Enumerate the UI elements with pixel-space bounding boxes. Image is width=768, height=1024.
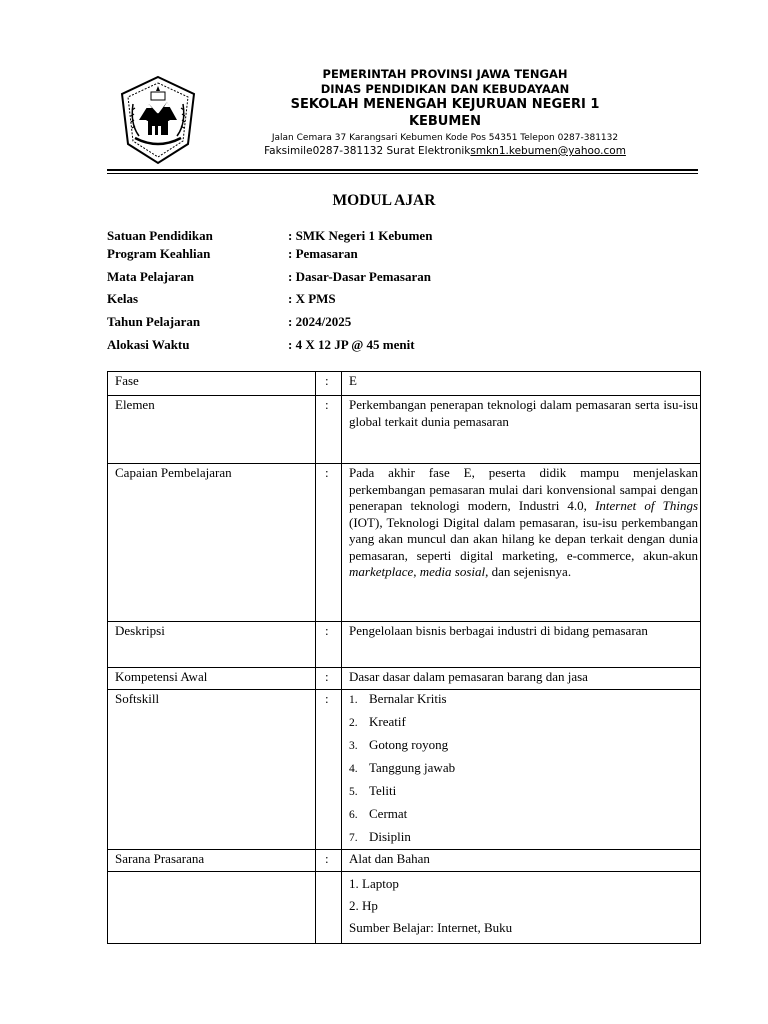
province-emblem-logo	[117, 74, 199, 166]
cell-label: Capaian Pembelajaran	[108, 464, 316, 622]
cell-value	[342, 872, 701, 944]
cell-empty	[108, 872, 316, 944]
cell-value: Perkembangan penerapan teknologi dalam pemasaran serta isu-isu global terkait dunia pemasaran	[342, 396, 701, 464]
letterhead-government: PEMERINTAH PROVINSI JAWA TENGAH	[322, 67, 568, 81]
list-item: 5. Teliti	[349, 783, 397, 798]
list-item: 7. Disiplin	[349, 829, 411, 844]
letterhead-rule-thick	[107, 169, 698, 171]
letterhead-email-link[interactable]: smkn1.kebumen@yahoo.com	[470, 145, 626, 157]
capaian-text: (IOT), Teknologi Digital dalam pemasaran, isu-isu perkembangan yang akan muncul dan akan hilang ke depan terkait dengan dunia pemasaran, seperti digital marketing, e-commerce, akun-akun	[349, 514, 698, 563]
cell-colon: :	[316, 690, 342, 850]
document-title: MODUL AJAR	[332, 192, 436, 209]
cell-value	[342, 464, 701, 622]
list-item: 2. Kreatif	[349, 714, 406, 729]
table-row-elemen	[108, 396, 701, 464]
cell-value: E	[342, 372, 701, 396]
info-value: : Dasar-Dasar Pemasaran	[288, 269, 431, 284]
table-row-kompetensi	[108, 668, 701, 690]
letterhead-contact	[230, 144, 660, 158]
letterhead-department: DINAS PENDIDIKAN DAN KEBUDAYAAN	[320, 82, 570, 96]
softskill-list	[349, 691, 698, 847]
cell-colon: :	[316, 668, 342, 690]
info-label: Kelas	[107, 291, 139, 306]
table-row-capaian	[108, 464, 701, 622]
capaian-text: ,	[413, 564, 420, 579]
capaian-italic-iot: Internet of Things	[595, 498, 699, 513]
cell-colon: :	[316, 850, 342, 872]
table-row-deskripsi	[108, 622, 701, 668]
cell-colon: :	[316, 622, 342, 668]
letterhead-city: KEBUMEN	[408, 114, 482, 129]
cell-empty	[316, 872, 342, 944]
capaian-text: Pada akhir fase E, peserta didik mampu menjelaskan perkembangan pemasaran mulai dari konvensional sampai dengan penerapan teknologi modern, Industri 4.0,	[349, 465, 698, 513]
info-label: Satuan Pendidikan	[107, 228, 213, 243]
letterhead-school-name: SEKOLAH MENENGAH KEJURUAN NEGERI 1	[290, 97, 600, 112]
list-item: 1. Bernalar Kritis	[349, 691, 447, 706]
cell-value	[342, 690, 701, 850]
table-row-sarana-items	[108, 872, 701, 944]
cell-value: Pengelolaan bisnis berbagai industri di bidang pemasaran	[342, 622, 701, 668]
cell-colon: :	[316, 464, 342, 622]
list-item: 2. Hp	[349, 898, 378, 913]
info-value: : SMK Negeri 1 Kebumen	[288, 228, 433, 243]
letterhead-fax: Faksimile0287-381132 Surat Elektronik	[264, 145, 471, 157]
info-value: : 4 X 12 JP @ 45 menit	[288, 337, 415, 352]
cell-label: Fase	[108, 372, 316, 396]
table-row-softskill	[108, 690, 701, 850]
cell-colon: :	[316, 396, 342, 464]
table-row-fase	[108, 372, 701, 396]
info-label: Tahun Pelajaran	[107, 314, 201, 329]
list-item: 6. Cermat	[349, 806, 408, 821]
info-label: Mata Pelajaran	[107, 269, 195, 284]
info-label: Alokasi Waktu	[107, 337, 190, 352]
cell-value: Alat dan Bahan	[342, 850, 701, 872]
info-value: : 2024/2025	[288, 314, 352, 329]
table-row-sarana	[108, 850, 701, 872]
module-table	[107, 371, 701, 944]
cell-label: Sarana Prasarana	[108, 850, 316, 872]
letterhead-address: Jalan Cemara 37 Karangsari Kebumen Kode Pos 54351 Telepon 0287-381132	[271, 133, 619, 143]
list-item: 3. Gotong royong	[349, 737, 449, 752]
info-value: : X PMS	[288, 291, 336, 306]
cell-label: Kompetensi Awal	[108, 668, 316, 690]
cell-colon: :	[316, 372, 342, 396]
cell-label: Elemen	[108, 396, 316, 464]
list-item: Sumber Belajar: Internet, Buku	[349, 920, 513, 935]
info-value: : Pemasaran	[288, 246, 358, 261]
letterhead-rule-thin	[107, 173, 698, 174]
list-item: 4. Tanggung jawab	[349, 760, 456, 775]
list-item: 1. Laptop	[349, 876, 399, 891]
letterhead	[230, 67, 660, 158]
capaian-italic-marketplace: marketplace	[349, 564, 414, 579]
capaian-italic-media: media sosial	[419, 564, 486, 579]
cell-label: Deskripsi	[108, 622, 316, 668]
info-label: Program Keahlian	[107, 246, 211, 261]
cell-label: Softskill	[108, 690, 316, 850]
cell-value: Dasar dasar dalam pemasaran barang dan jasa	[342, 668, 701, 690]
capaian-text: , dan sejenisnya.	[485, 564, 572, 579]
